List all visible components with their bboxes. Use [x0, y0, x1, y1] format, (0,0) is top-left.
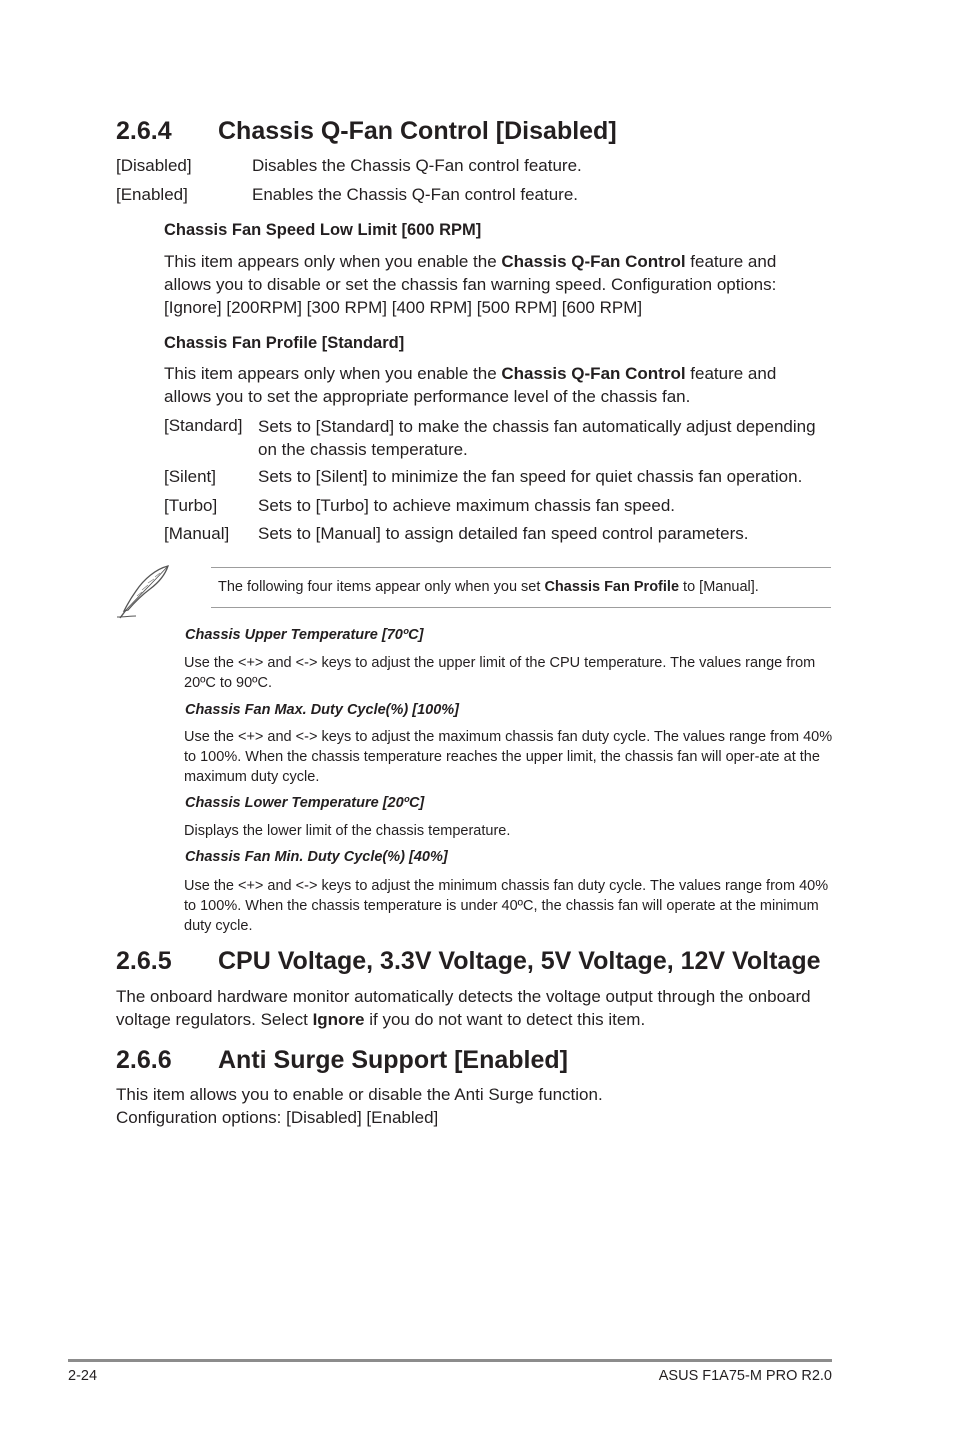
note-top-rule	[211, 567, 831, 568]
text-pre: This item appears only when you enable the	[164, 252, 502, 271]
text-post: if you do not want to detect this item.	[364, 1010, 646, 1029]
section-heading-2-6-4	[116, 117, 617, 146]
text-pre: The following four items appear only when you set	[218, 579, 545, 595]
profile-key-silent: [Silent]	[164, 467, 216, 486]
text-pre: This item appears only when you enable the	[164, 364, 502, 383]
option-desc-disabled: Disables the Chassis Q-Fan control feature.	[252, 156, 582, 175]
profile-desc-standard: Sets to [Standard] to make the chassis fan automatically adjust depending on the chassis temperature.	[258, 417, 816, 459]
item-title-max-duty: Chassis Fan Max. Duty Cycle(%) [100%]	[185, 702, 459, 718]
text-bold: Ignore	[312, 1010, 365, 1029]
section-title: Chassis Q-Fan Control [Disabled]	[218, 117, 617, 145]
text-bold: Chassis Q-Fan Control	[501, 252, 686, 271]
text-pre: The onboard hardware monitor automatically detects the voltage output through the onboard voltage regulators. Select	[116, 987, 811, 1029]
text-post: to [Manual].	[679, 579, 759, 595]
item-title-upper-temp: Chassis Upper Temperature [70ºC]	[185, 627, 424, 643]
text-post: feature and allows you to set the appropriate performance level of the chassis fan.	[164, 364, 777, 406]
profile-desc-manual: Sets to [Manual] to assign detailed fan speed control parameters.	[258, 524, 749, 543]
item-desc-upper-temp: Use the <+> and <-> keys to adjust the upper limit of the CPU temperature. The values range from 20ºC to 90ºC.	[184, 655, 816, 691]
section-heading-2-6-6	[116, 1046, 568, 1075]
section-heading-2-6-5	[116, 947, 821, 976]
subheading-low-limit: Chassis Fan Speed Low Limit [600 RPM]	[164, 221, 482, 239]
section-number: 2.6.4	[116, 117, 172, 145]
item-title-lower-temp: Chassis Lower Temperature [20ºC]	[185, 795, 425, 811]
paragraph-anti-surge-line2: Configuration options: [Disabled] [Enabled]	[116, 1108, 439, 1127]
option-key-enabled: [Enabled]	[116, 185, 188, 204]
item-desc-min-duty: Use the <+> and <-> keys to adjust the minimum chassis fan duty cycle. The values range from 40% to 100%. When the chassis temperature is under 40ºC, the chassis fan will operate at the minimum duty cycle.	[184, 878, 829, 934]
footer-product-name: ASUS F1A75-M PRO R2.0	[658, 1368, 832, 1384]
profile-desc-silent: Sets to [Silent] to minimize the fan speed for quiet chassis fan operation.	[258, 467, 803, 486]
option-key-disabled: [Disabled]	[116, 156, 192, 175]
section-title: CPU Voltage, 3.3V Voltage, 5V Voltage, 12V Voltage	[218, 947, 821, 975]
text-bold: Chassis Q-Fan Control	[501, 364, 686, 383]
note-text	[218, 579, 759, 595]
paragraph-voltage	[116, 985, 836, 1031]
profile-key-manual: [Manual]	[164, 524, 230, 543]
profile-key-standard: [Standard]	[164, 416, 243, 435]
paragraph-low-limit	[164, 250, 804, 319]
footer-page-number: 2-24	[68, 1368, 98, 1384]
note-bottom-rule	[211, 607, 831, 608]
item-desc-lower-temp: Displays the lower limit of the chassis temperature.	[184, 823, 511, 839]
section-title: Anti Surge Support [Enabled]	[218, 1046, 568, 1074]
footer-rule	[68, 1359, 832, 1362]
profile-desc-turbo: Sets to [Turbo] to achieve maximum chassis fan speed.	[258, 496, 676, 515]
section-number: 2.6.5	[116, 947, 172, 975]
text-bold: Chassis Fan Profile	[544, 579, 680, 595]
paragraph-anti-surge-line1: This item allows you to enable or disable the Anti Surge function.	[116, 1085, 603, 1104]
paragraph-fan-profile	[164, 362, 804, 408]
text-post: feature and allows you to disable or set the chassis fan warning speed. Configuration options: [Ignore] [200RPM] [300 RPM] [400 RPM] [500 RPM] [600 RPM]	[164, 252, 777, 317]
item-desc-max-duty: Use the <+> and <-> keys to adjust the maximum chassis fan duty cycle. The values range from 40% to 100%. When the chassis temperature reaches the upper limit, the chassis fan will oper-ate at the maximum duty cycle.	[184, 729, 833, 785]
section-number: 2.6.6	[116, 1046, 172, 1074]
option-desc-enabled: Enables the Chassis Q-Fan control feature.	[252, 185, 578, 204]
item-title-min-duty: Chassis Fan Min. Duty Cycle(%) [40%]	[185, 849, 448, 865]
profile-key-turbo: [Turbo]	[164, 496, 218, 515]
subheading-fan-profile: Chassis Fan Profile [Standard]	[164, 334, 405, 352]
feather-pen-icon	[114, 563, 174, 621]
